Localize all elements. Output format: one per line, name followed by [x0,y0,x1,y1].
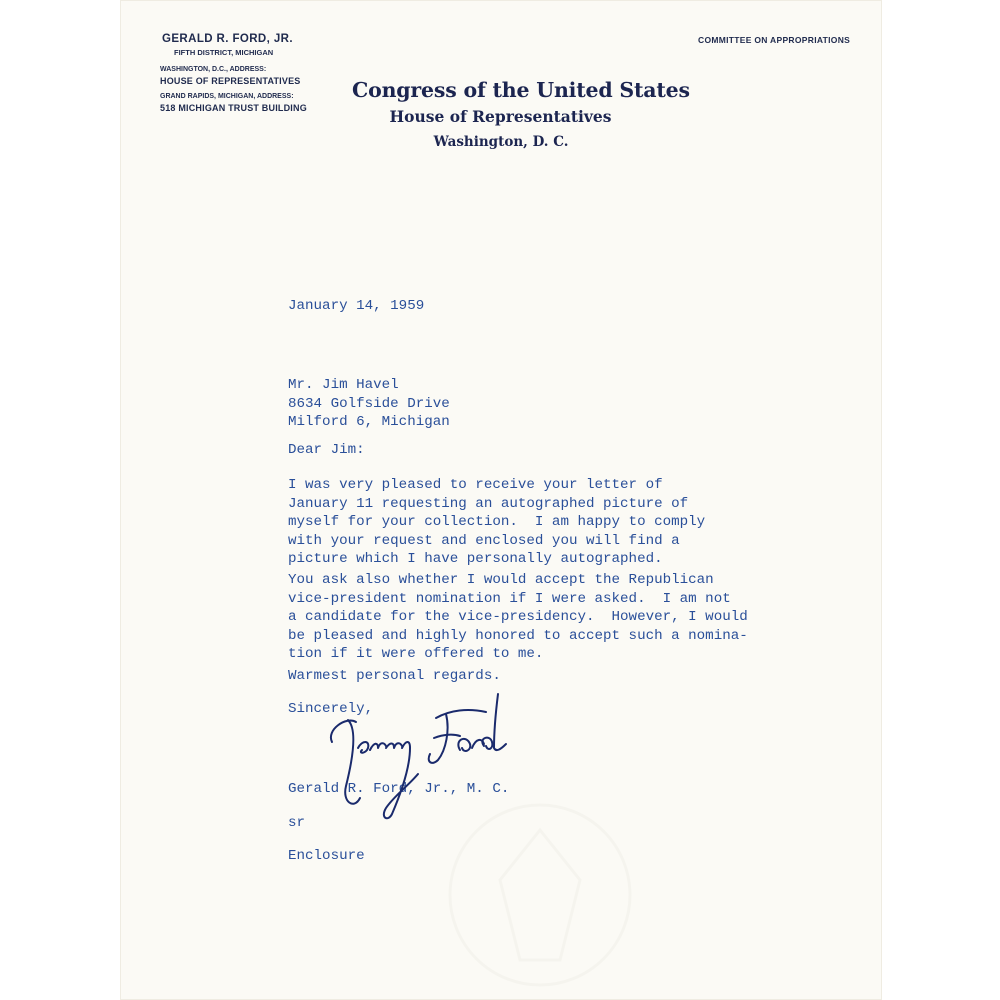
letterhead-grand-rapids-label: GRAND RAPIDS, MICHIGAN, ADDRESS: [160,93,294,101]
paragraph-line: myself for your collection. I am happy to comply [288,514,706,531]
letterhead-washington-address: HOUSE OF REPRESENTATIVES [160,75,301,86]
paragraph-line: a candidate for the vice-presidency. However, I would [288,609,748,626]
paragraph-line: be pleased and highly honored to accept such a nomina- [288,627,748,644]
paragraph-line: picture which I have personally autographed. [288,551,663,568]
recipient-line: Milford 6, Michigan [288,414,450,431]
salutation: Dear Jim: [288,442,365,458]
recipient-line: Mr. Jim Havel [288,377,399,393]
enclosure-note: Enclosure [288,848,365,864]
letterhead-district: FIFTH DISTRICT, MICHIGAN [174,48,274,58]
paragraph-line: You ask also whether I would accept the Republican [288,572,714,588]
letterhead-name: GERALD R. FORD, JR. [162,33,293,45]
closing-remark: Warmest personal regards. [288,668,501,684]
paragraph-line: vice-president nomination if I were asked. I am not [288,590,731,607]
letter-date: January 14, 1959 [288,298,425,314]
letterhead-house: House of Representatives [389,107,612,126]
paragraph-line: January 11 requesting an autographed picture of [288,495,689,512]
letterhead-congress: Congress of the United States [352,78,690,102]
letterhead-grand-rapids-address: 518 MICHIGAN TRUST BUILDING [160,103,307,114]
paragraph-line: with your request and enclosed you will find a [288,532,680,549]
paragraph-line: tion if it were offered to me. [288,646,544,663]
recipient-address [288,376,450,432]
typist-initials: sr [288,815,306,831]
paragraph-line: I was very pleased to receive your letter of [288,477,663,493]
letterhead-city: Washington, D. C. [433,134,569,150]
body-paragraph-2 [288,571,748,664]
letterhead-masthead [352,78,690,150]
letterhead-washington-label: WASHINGTON, D.C., ADDRESS: [160,65,267,73]
signature-block: Gerald R. Ford, Jr., M. C. [288,781,510,797]
recipient-line: 8634 Golfside Drive [288,395,450,412]
letterhead-committee: COMMITTEE ON APPROPRIATIONS [698,35,851,45]
closing: Sincerely, [288,701,374,717]
body-paragraph-1 [288,476,705,569]
handwritten-signature [318,690,538,830]
letterhead-left-block [160,33,307,114]
